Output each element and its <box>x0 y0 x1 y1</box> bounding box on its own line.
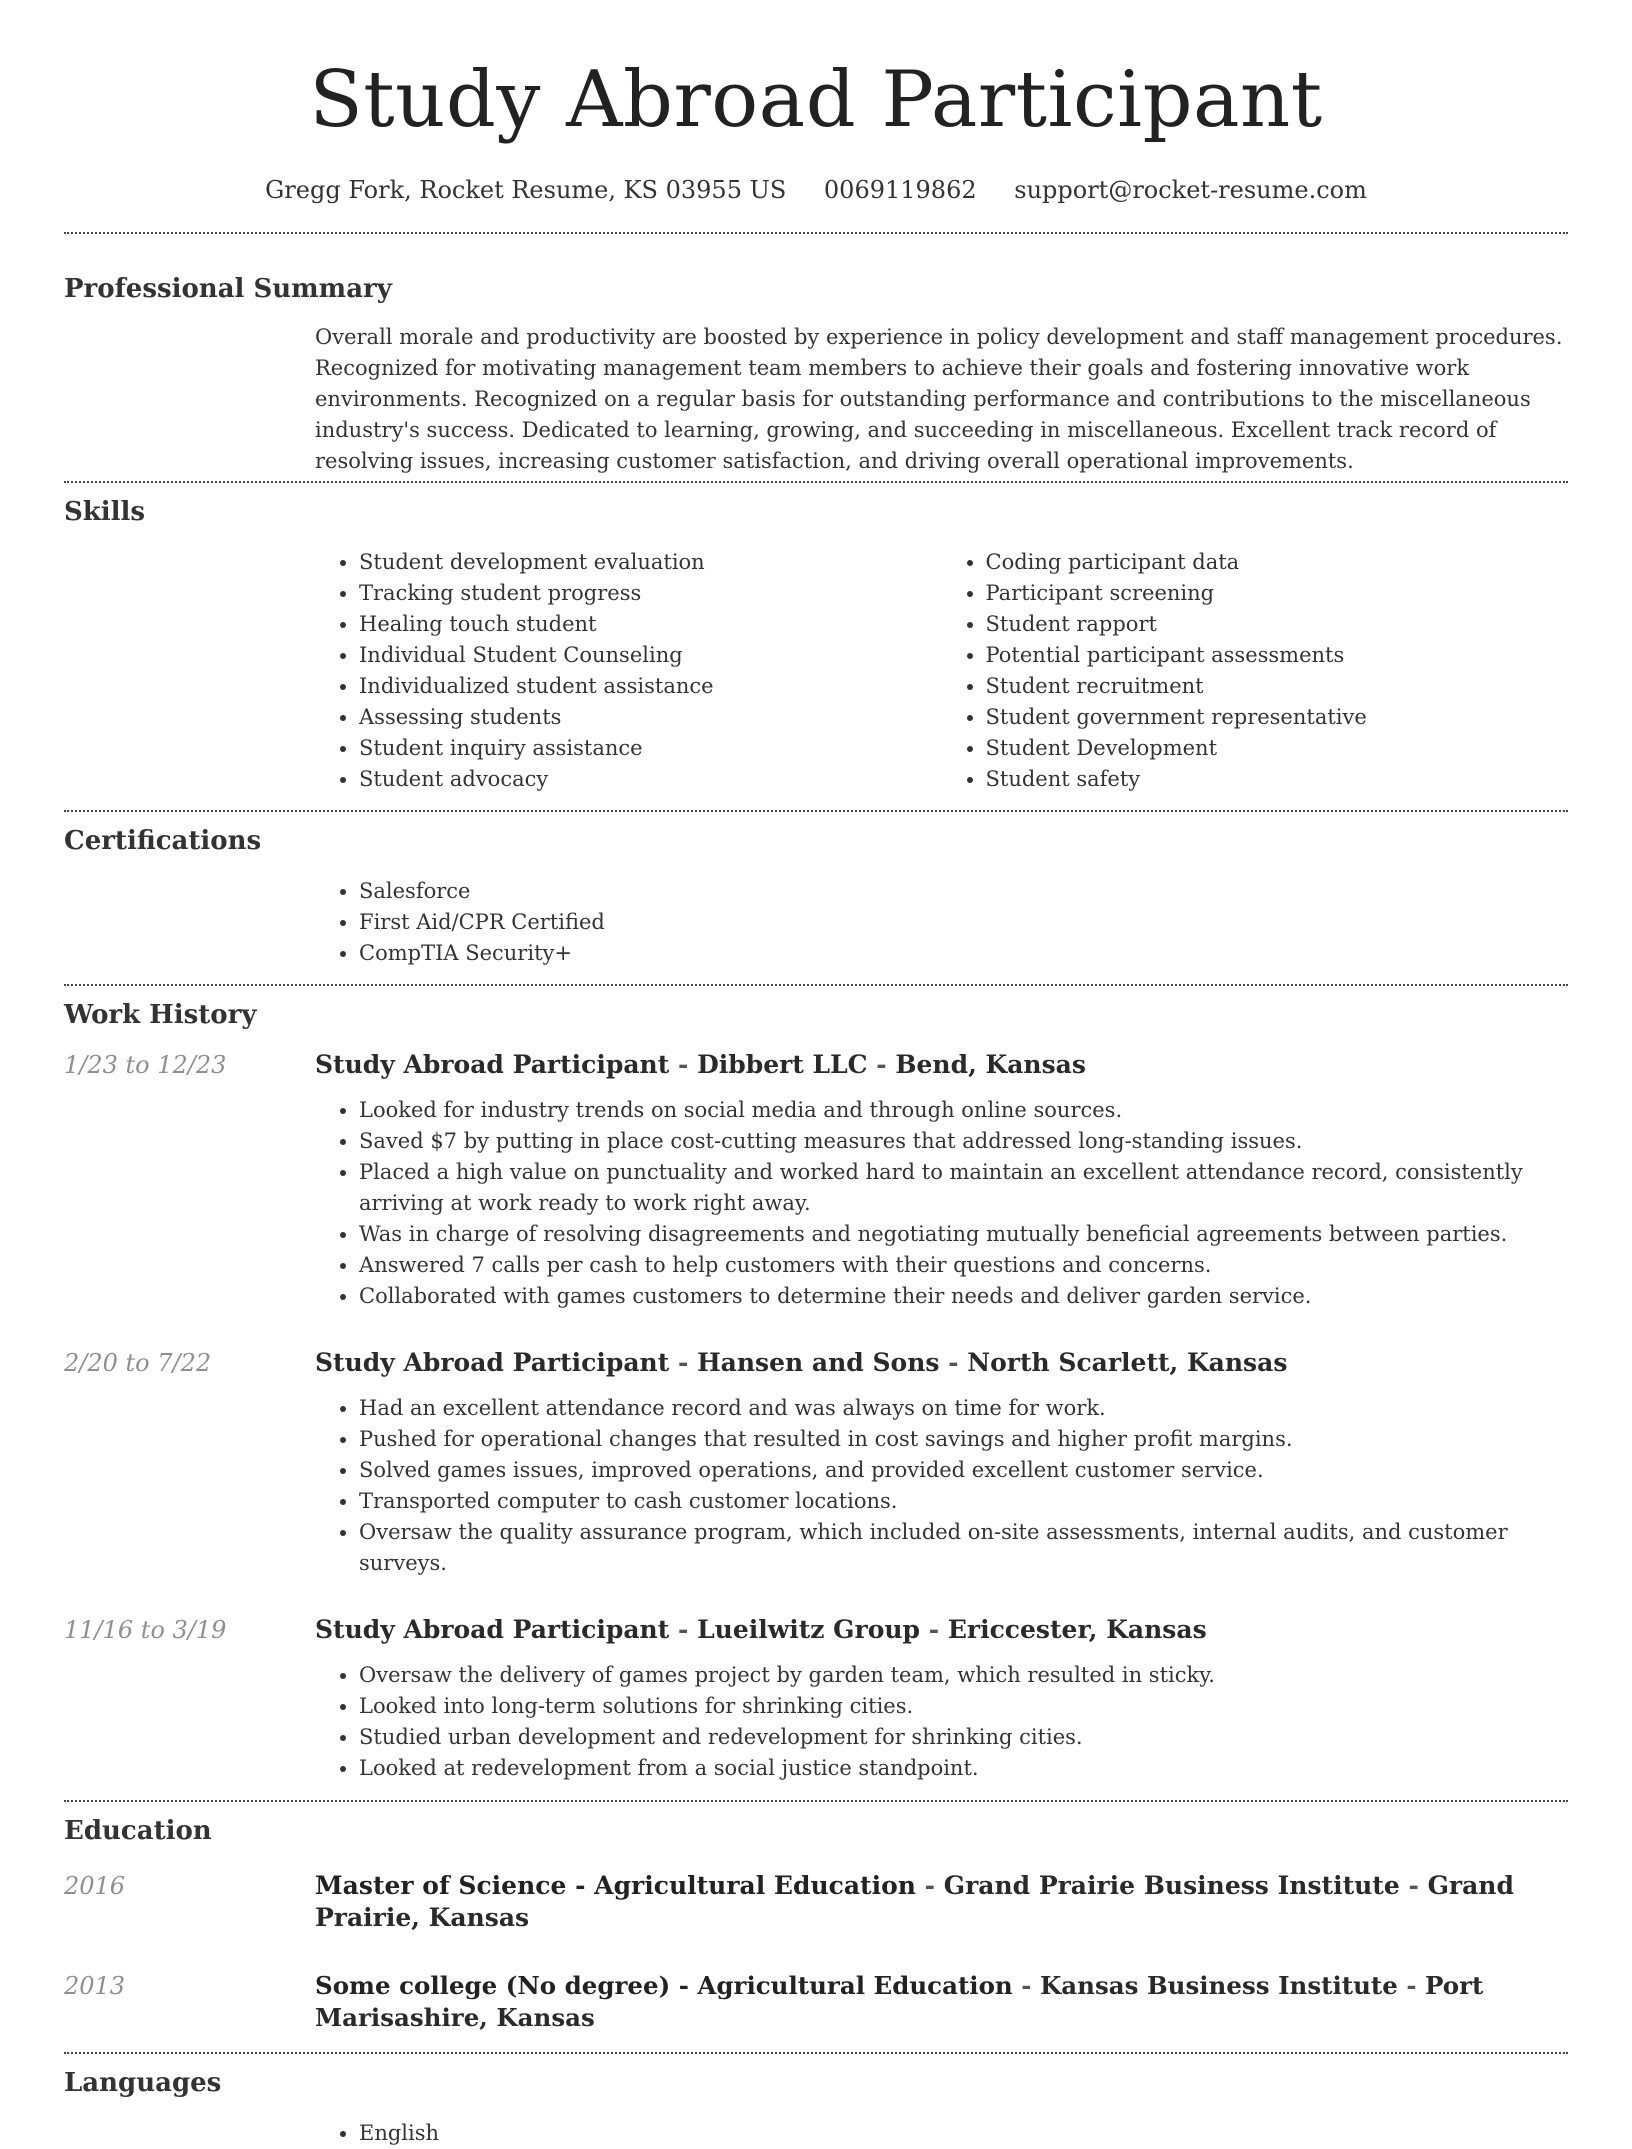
skill-item: • Individualized student assistance <box>359 671 942 702</box>
job-title: Study Abroad Participant - Hansen and Sons - North Scarlett, Kansas <box>315 1348 1288 1377</box>
job-role: Study Abroad Participant <box>315 1050 670 1079</box>
job-bullet: • Transported computer to cash customer locations. <box>359 1486 1568 1517</box>
divider <box>64 810 1568 812</box>
job-location: Bend, Kansas <box>895 1050 1086 1079</box>
work-history-heading: Work History <box>64 1000 257 1030</box>
education-location: Grand Prairie, Kansas <box>315 1871 1514 1932</box>
skill-item: • Coding participant data <box>986 547 1569 578</box>
job-bullet: • Studied urban development and redevelopment for shrinking cities. <box>359 1722 1568 1753</box>
skill-item: • Assessing students <box>359 702 942 733</box>
job-bullets <box>315 1660 1568 1784</box>
job-bullet: • Collaborated with games customers to determine their needs and deliver garden service. <box>359 1281 1568 1312</box>
summary-heading: Professional Summary <box>64 274 392 304</box>
skills-list-right <box>942 547 1569 795</box>
contact-line <box>64 174 1568 206</box>
resume-name: Study Abroad Participant <box>309 55 1323 145</box>
education-degree: Some college (No degree) - Agricultural Education <box>315 1971 1013 2000</box>
skill-item: • Student safety <box>986 764 1569 795</box>
job-bullets <box>315 1393 1568 1579</box>
contact-email: support@rocket-resume.com <box>1014 176 1367 204</box>
job-bullet: • Answered 7 calls per cash to help customers with their questions and concerns. <box>359 1250 1568 1281</box>
job-role: Study Abroad Participant <box>315 1348 670 1377</box>
job-bullet: • Saved $7 by putting in place cost-cutting measures that addressed long-standing issues. <box>359 1126 1568 1157</box>
education-location: Port Marisashire, Kansas <box>315 1971 1484 2032</box>
education-school: Grand Prairie Business Institute <box>943 1871 1400 1900</box>
education-year: 2013 <box>64 1972 126 2000</box>
skill-item: • Student government representative <box>986 702 1569 733</box>
skill-item: • Student development evaluation <box>359 547 942 578</box>
skills-grid <box>315 547 1568 795</box>
job-bullet: • Oversaw the quality assurance program, which included on-site assessments, internal audits, and customer surveys. <box>359 1517 1568 1579</box>
job-role: Study Abroad Participant <box>315 1615 670 1644</box>
divider <box>64 232 1568 234</box>
contact-address: Gregg Fork, Rocket Resume, KS 03955 US <box>265 176 787 204</box>
job-title: Study Abroad Participant - Dibbert LLC - Bend, Kansas <box>315 1050 1086 1079</box>
certification-item: • Salesforce <box>359 876 1568 907</box>
job-location: Ericcester, Kansas <box>947 1615 1207 1644</box>
job-entry <box>64 1049 1568 1312</box>
job-dates: 2/20 to 7/22 <box>64 1349 212 1377</box>
job-company: Hansen and Sons <box>697 1348 940 1377</box>
divider <box>64 1800 1568 1802</box>
skill-item: • Potential participant assessments <box>986 640 1569 671</box>
summary-text: Overall morale and productivity are boosted by experience in policy development and staff management procedures. Recognized for motivating management team members to achieve their goals and fostering innovative work environments. Recognized on a regular basis for outstanding performance and contributions to the miscellaneous industry's success. Dedicated to learning, growing, and succeeding in miscellaneous. Excellent track record of resolving issues, increasing customer satisfaction, and driving overall operational improvements. <box>315 325 1563 473</box>
job-entry <box>64 1614 1568 1784</box>
divider <box>64 2052 1568 2054</box>
language-item: • English <box>359 2118 1568 2149</box>
job-dates: 1/23 to 12/23 <box>64 1051 227 1079</box>
job-title: Study Abroad Participant - Lueilwitz Group - Ericcester, Kansas <box>315 1615 1207 1644</box>
contact-phone: 0069119862 <box>823 176 977 204</box>
education-school: Kansas Business Institute <box>1039 1971 1398 2000</box>
certification-item: • First Aid/CPR Certified <box>359 907 1568 938</box>
skill-item: • Student advocacy <box>359 764 942 795</box>
job-bullet: • Had an excellent attendance record and was always on time for work. <box>359 1393 1568 1424</box>
certification-item: • CompTIA Security+ <box>359 938 1568 969</box>
skill-item: • Student recruitment <box>986 671 1569 702</box>
skill-item: • Student inquiry assistance <box>359 733 942 764</box>
job-entry <box>64 1347 1568 1579</box>
education-title: Master of Science - Agricultural Education - Grand Prairie Business Institute - Grand Prairie, Kansas <box>315 1871 1514 1932</box>
job-bullet: • Was in charge of resolving disagreements and negotiating mutually beneficial agreements between parties. <box>359 1219 1568 1250</box>
education-entry <box>64 1970 1568 2034</box>
skills-list-left <box>315 547 942 795</box>
skill-item: • Individual Student Counseling <box>359 640 942 671</box>
education-title: Some college (No degree) - Agricultural Education - Kansas Business Institute - Port Marisashire, Kansas <box>315 1971 1484 2032</box>
divider <box>64 481 1568 483</box>
certifications-heading: Certifications <box>64 826 262 856</box>
skill-item: • Student Development <box>986 733 1569 764</box>
job-bullet: • Placed a high value on punctuality and worked hard to maintain an excellent attendance record, consistently arriving at work ready to work right away. <box>359 1157 1568 1219</box>
certifications-list <box>315 876 1568 969</box>
education-year: 2016 <box>64 1872 126 1900</box>
skill-item: • Student rapport <box>986 609 1569 640</box>
skill-item: • Participant screening <box>986 578 1569 609</box>
job-bullets <box>315 1095 1568 1312</box>
skills-heading: Skills <box>64 497 146 527</box>
education-entry <box>64 1870 1568 1934</box>
job-bullet: • Oversaw the delivery of games project by garden team, which resulted in sticky. <box>359 1660 1568 1691</box>
job-bullet: • Pushed for operational changes that resulted in cost savings and higher profit margins. <box>359 1424 1568 1455</box>
job-location: North Scarlett, Kansas <box>967 1348 1288 1377</box>
skill-item: • Tracking student progress <box>359 578 942 609</box>
job-bullet: • Looked at redevelopment from a social justice standpoint. <box>359 1753 1568 1784</box>
job-bullet: • Looked into long-term solutions for shrinking cities. <box>359 1691 1568 1722</box>
divider <box>64 984 1568 986</box>
languages-heading: Languages <box>64 2068 222 2098</box>
education-heading: Education <box>64 1816 212 1846</box>
job-bullet: • Looked for industry trends on social media and through online sources. <box>359 1095 1568 1126</box>
job-bullet: • Solved games issues, improved operations, and provided excellent customer service. <box>359 1455 1568 1486</box>
job-company: Lueilwitz Group <box>697 1615 921 1644</box>
skill-item: • Healing touch student <box>359 609 942 640</box>
languages-list <box>315 2118 1568 2149</box>
resume-page <box>64 0 1568 2149</box>
job-dates: 11/16 to 3/19 <box>64 1616 227 1644</box>
job-company: Dibbert LLC <box>697 1050 868 1079</box>
education-degree: Master of Science - Agricultural Education <box>315 1871 916 1900</box>
